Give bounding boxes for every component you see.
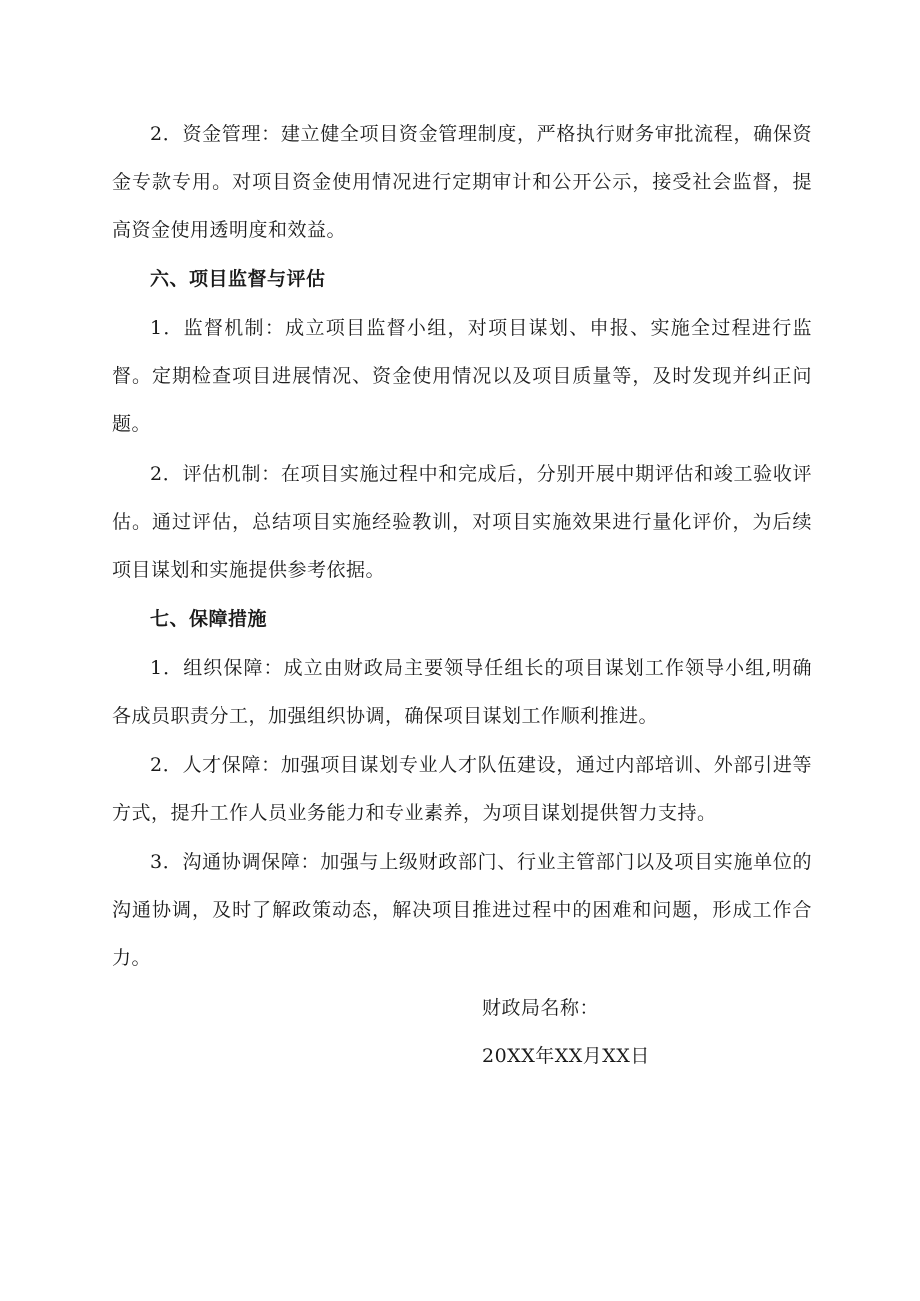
paragraph-talent-safeguard: 2．人才保障：加强项目谋划专业人才队伍建设，通过内部培训、外部引进等方式，提升工作人员业务能力和专业素养，为项目谋划提供智力支持。 <box>112 754 812 824</box>
paragraph-evaluation-mechanism: 2．评估机制：在项目实施过程中和完成后，分别开展中期评估和竣工验收评估。通过评估，总结项目实施经验教训，对项目实施效果进行量化评价，为后续项目谋划和实施提供参考依据。 <box>112 463 812 581</box>
paragraph-organization-safeguard: 1．组织保障：成立由财政局主要领导任组长的项目谋划工作领导小组,明确各成员职责分工，加强组织协调，确保项目谋划工作顺利推进。 <box>112 657 812 727</box>
paragraph-supervision-mechanism: 1．监督机制：成立项目监督小组，对项目谋划、申报、实施全过程进行监督。定期检查项目进展情况、资金使用情况以及项目质量等，及时发现并纠正问题。 <box>112 317 812 435</box>
signature-org-label: 财政局名称： <box>482 997 600 1019</box>
heading-supervision-evaluation: 六、项目监督与评估 <box>150 268 326 290</box>
paragraph-fund-management: 2．资金管理：建立健全项目资金管理制度，严格执行财务审批流程，确保资金专款专用。对项目资金使用情况进行定期审计和公开公示，接受社会监督，提高资金使用透明度和效益。 <box>112 123 812 241</box>
signature-date: 20XX年XX月XX日 <box>482 1045 650 1067</box>
paragraph-communication-safeguard: 3．沟通协调保障：加强与上级财政部门、行业主管部门以及项目实施单位的沟通协调，及时了解政策动态，解决项目推进过程中的困难和问题，形成工作合力。 <box>112 851 812 969</box>
heading-safeguards: 七、保障措施 <box>150 608 268 630</box>
